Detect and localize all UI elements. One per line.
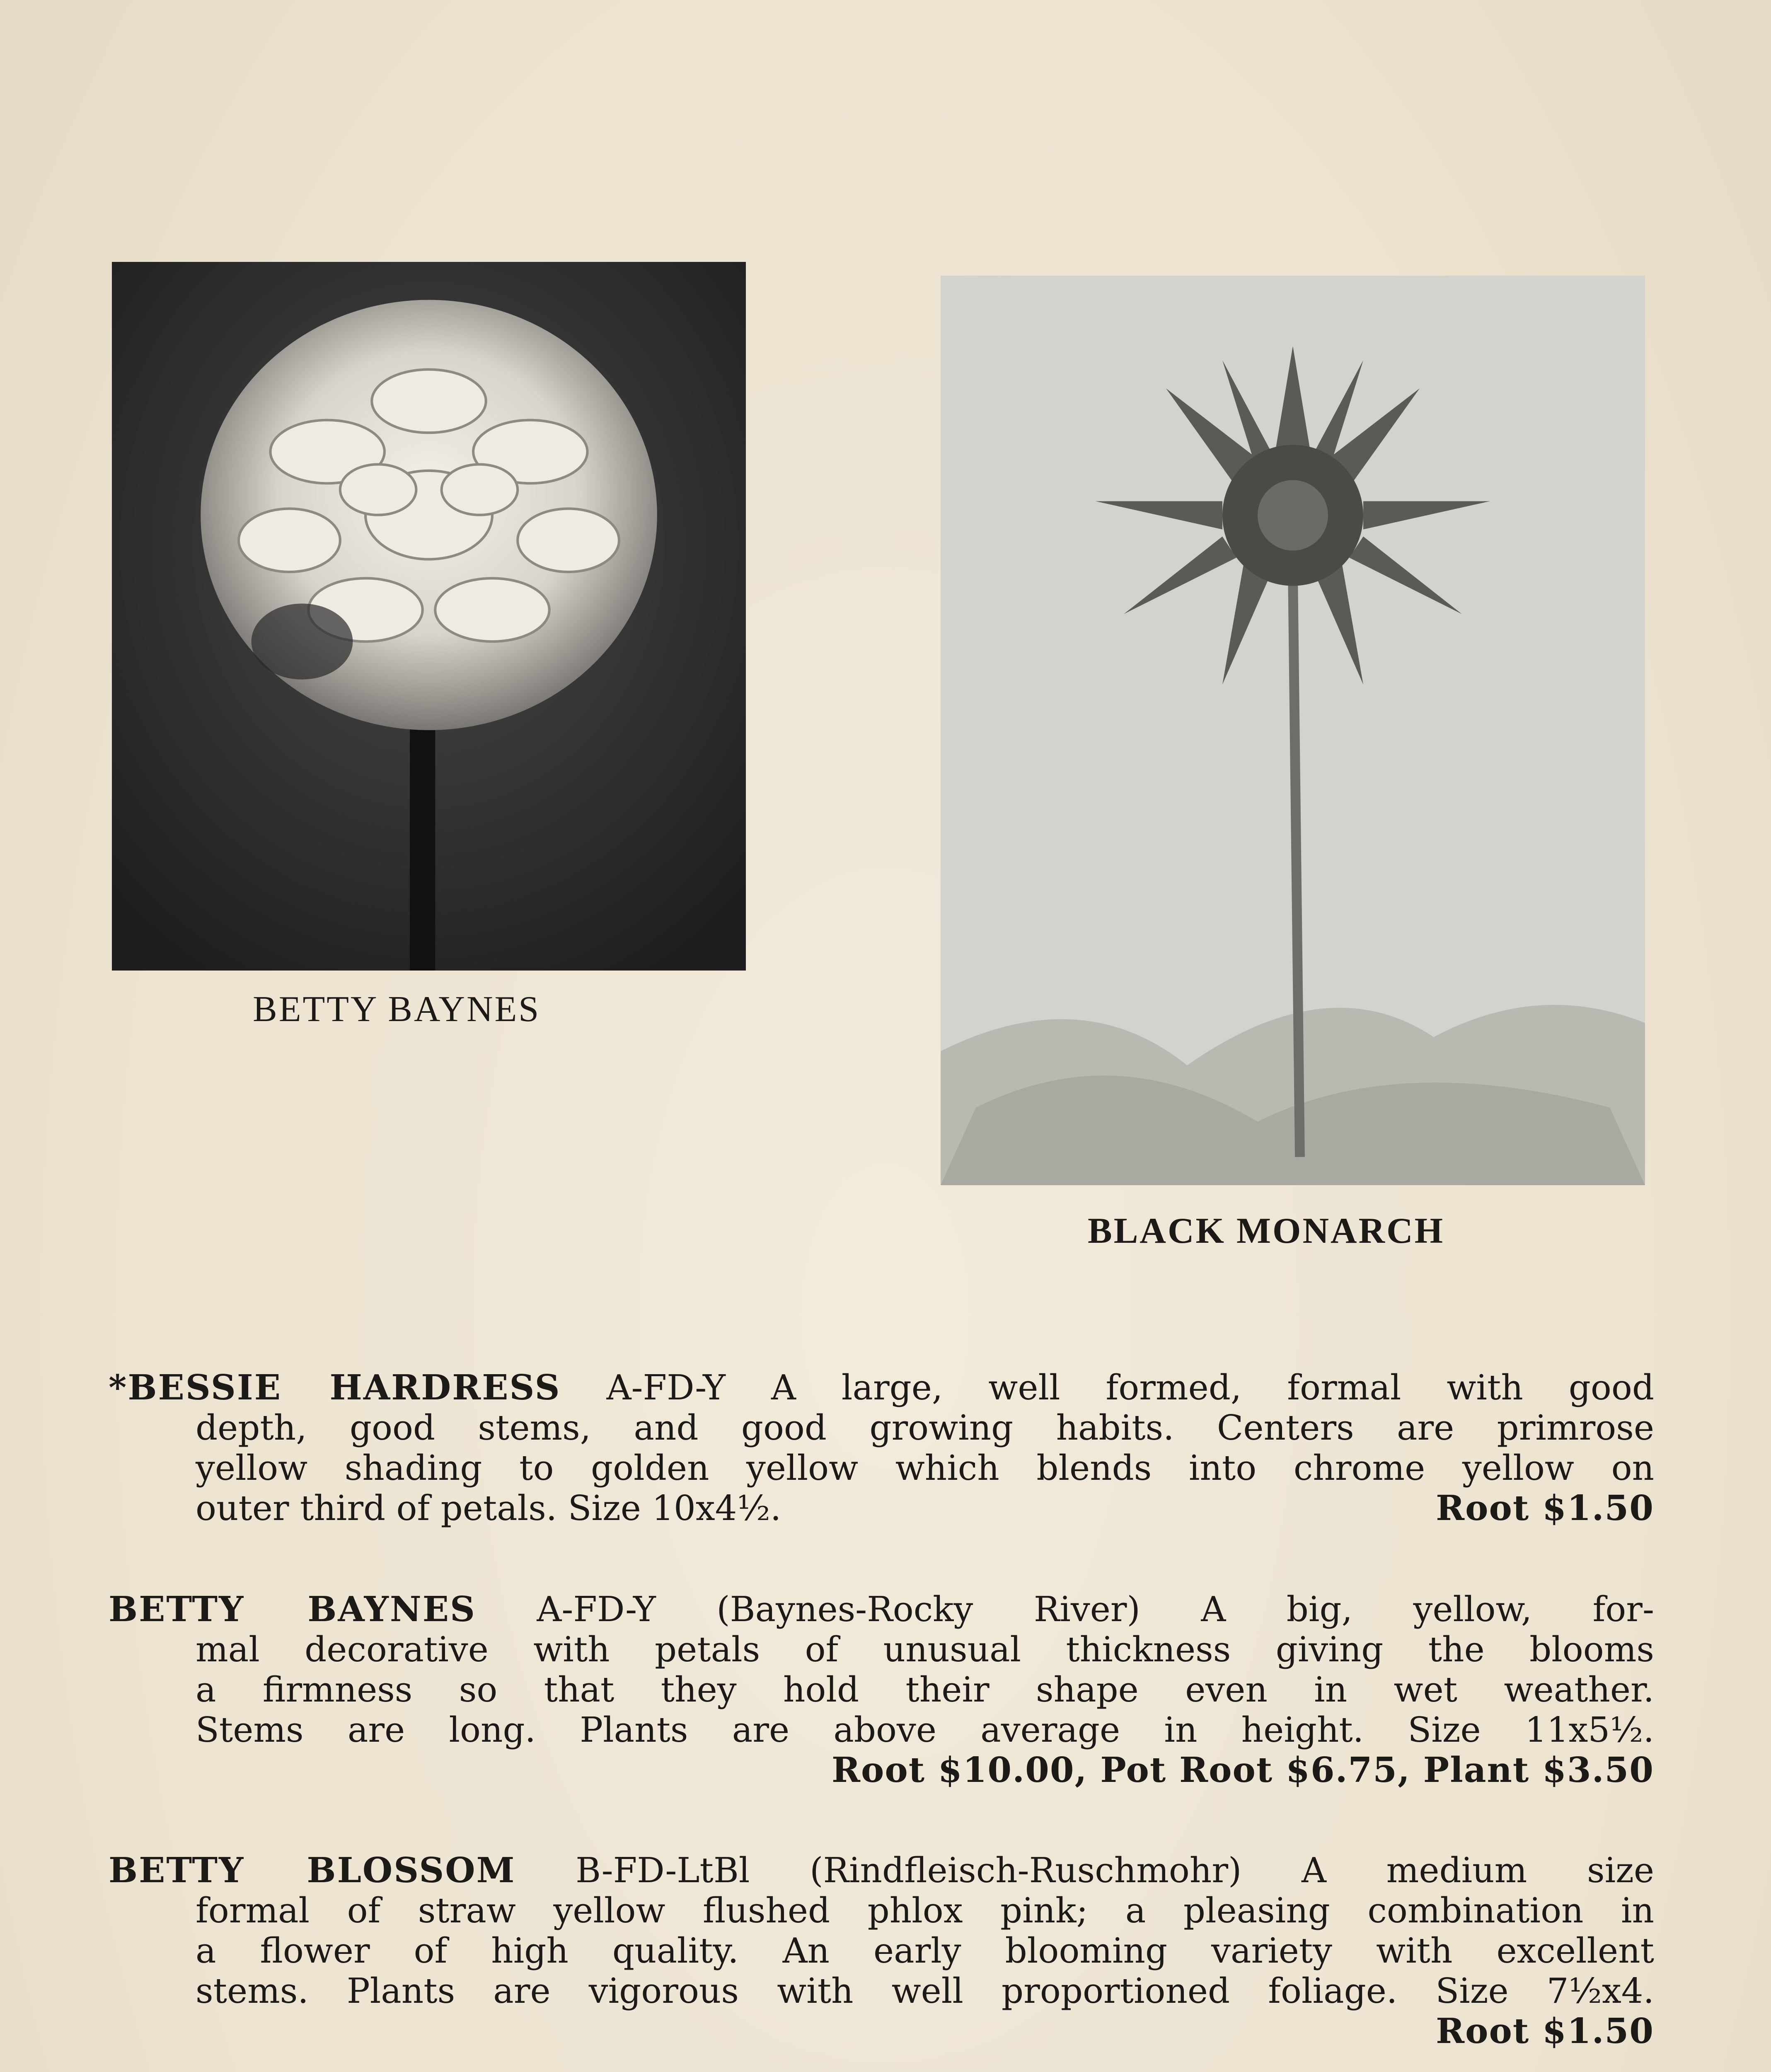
entry-text: B-FD-LtBl (Rindfleisch-Ruschmohr) A medium size xyxy=(515,1850,1654,1890)
black-monarch-photo xyxy=(941,276,1645,1185)
variety-entry-betty-baynes xyxy=(109,1589,1654,1790)
entry-line xyxy=(109,1368,1654,1408)
price-text: Root $1.50 xyxy=(1436,2011,1654,2051)
black-monarch-caption: BLACK MONARCH xyxy=(1088,1211,1445,1251)
entry-line: depth, good stems, and good growing habits. Centers are primrose xyxy=(196,1408,1654,1448)
entry-line: a firmness so that they hold their shape even in wet weather. xyxy=(196,1670,1654,1710)
entry-line xyxy=(109,1488,1654,1528)
variety-entry-bessie-hardress xyxy=(109,1368,1654,1528)
entry-line xyxy=(109,1850,1654,1890)
entry-text: A-FD-Y (Baynes-Rocky River) A big, yellow, for- xyxy=(476,1589,1654,1629)
betty-baynes-photo xyxy=(112,262,746,971)
entry-line: mal decorative with petals of unusual thickness giving the blooms xyxy=(196,1629,1654,1670)
entry-line: yellow shading to golden yellow which blends into chrome yellow on xyxy=(196,1448,1654,1488)
entry-line: Stems are long. Plants are above average in height. Size 11x5½. xyxy=(196,1710,1654,1750)
entry-line: formal of straw yellow flushed phlox pink; a pleasing combination in xyxy=(196,1890,1654,1931)
entry-line xyxy=(109,1589,1654,1629)
betty-baynes-caption: BETTY BAYNES xyxy=(253,989,541,1029)
variety-name: BETTY BLOSSOM xyxy=(109,1850,516,1890)
entry-line: stems. Plants are vigorous with well proportioned foliage. Size 7½x4. xyxy=(196,1971,1654,2011)
entry-text: A-FD-Y A large, well formed, formal with good xyxy=(561,1368,1654,1408)
variety-name: BETTY BAYNES xyxy=(109,1589,476,1629)
price-text: Root $10.00, Pot Root $6.75, Plant $3.50 xyxy=(832,1750,1654,1790)
entry-line: a flower of high quality. An early blooming variety with excellent xyxy=(196,1931,1654,1971)
variety-name: *BESSIE HARDRESS xyxy=(109,1367,561,1408)
variety-entry-betty-blossom xyxy=(109,1850,1654,2051)
price-text: Root $1.50 xyxy=(1436,1488,1654,1528)
entry-text: outer third of petals. Size 10x4½. xyxy=(196,1488,781,1528)
